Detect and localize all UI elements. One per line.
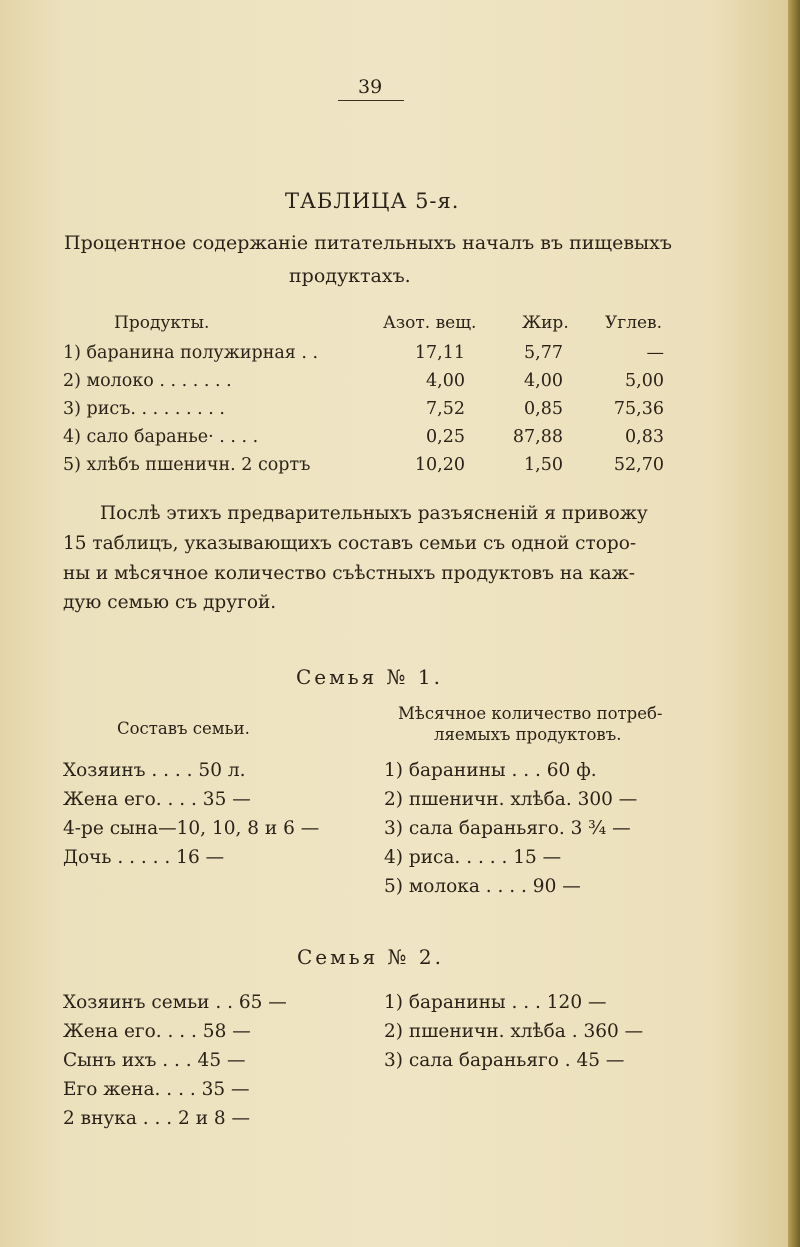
family-2-product-2: 2) пшеничн. хлѣба . 360 —: [384, 1021, 644, 1042]
header-products: Продукты.: [114, 313, 210, 333]
row-1-fat: 5,77: [524, 343, 563, 363]
family-1-product-4: 4) риса. . . . . 15 —: [384, 847, 562, 868]
family-2-member-5: 2 внука . . . 2 и 8 —: [63, 1108, 251, 1129]
table-subtitle-line-1: Процентное содержаніе питательныхъ началъ въ пищевыхъ: [64, 232, 672, 254]
row-3-nitrogen: 7,52: [426, 399, 465, 419]
header-fat: Жир.: [522, 313, 569, 333]
family-1-product-5: 5) молока . . . . 90 —: [384, 876, 581, 897]
family-2-title: Семья № 2.: [297, 945, 444, 969]
row-1-carbs: —: [646, 343, 664, 363]
row-5-nitrogen: 10,20: [414, 455, 465, 475]
row-1-nitrogen: 17,11: [414, 343, 465, 363]
page-number: 39: [358, 76, 383, 98]
family-1-consumption-header-line-2: ляемыхъ продуктовъ.: [434, 725, 622, 744]
row-2-nitrogen: 4,00: [426, 371, 465, 391]
family-2-product-1: 1) баранины . . . 120 —: [384, 992, 607, 1013]
row-2-product: 2) молоко . . . . . . .: [63, 371, 232, 391]
row-4-fat: 87,88: [512, 427, 563, 447]
family-2-member-4: Его жена. . . . 35 —: [63, 1079, 250, 1100]
family-2-product-3: 3) сала бараньяго . 45 —: [384, 1050, 625, 1071]
row-1-product: 1) баранина полужирная . .: [63, 343, 319, 363]
header-carbs: Углев.: [605, 313, 663, 333]
family-1-member-4: Дочь . . . . . 16 —: [63, 847, 225, 868]
page-number-rule: [338, 100, 404, 101]
paragraph-line-3: ны и мѣсячное количество съѣстныхъ продуктовъ на каж-: [63, 563, 635, 584]
header-nitrogen: Азот. вещ.: [383, 313, 477, 333]
row-3-carbs: 75,36: [613, 399, 664, 419]
family-2-member-1: Хозяинъ семьи . . 65 —: [63, 992, 287, 1013]
family-1-member-3: 4-ре сына—10, 10, 8 и 6 —: [63, 818, 320, 839]
page-edge: [788, 0, 800, 1247]
row-2-fat: 4,00: [524, 371, 563, 391]
row-2-carbs: 5,00: [625, 371, 664, 391]
family-1-composition-header: Составъ семьи.: [117, 719, 250, 738]
row-3-product: 3) рисъ. . . . . . . . .: [63, 399, 225, 419]
row-4-nitrogen: 0,25: [426, 427, 465, 447]
family-1-member-1: Хозяинъ . . . . 50 л.: [63, 760, 246, 781]
family-1-product-2: 2) пшеничн. хлѣба. 300 —: [384, 789, 638, 810]
paragraph-line-1: Послѣ этихъ предварительныхъ разъясненій я привожу: [100, 503, 648, 524]
family-1-member-2: Жена его. . . . 35 —: [63, 789, 251, 810]
row-5-fat: 1,50: [524, 455, 563, 475]
family-1-title: Семья № 1.: [296, 665, 443, 689]
family-2-member-3: Сынъ ихъ . . . 45 —: [63, 1050, 246, 1071]
family-1-product-3: 3) сала бараньяго. 3 ¾ —: [384, 818, 631, 839]
row-4-product: 4) сало баранье· . . . .: [63, 427, 259, 447]
row-5-carbs: 52,70: [613, 455, 664, 475]
family-1-product-1: 1) баранины . . . 60 ф.: [384, 760, 597, 781]
paragraph-line-2: 15 таблицъ, указывающихъ составъ семьи съ одной сторо-: [63, 533, 637, 554]
table-title: ТАБЛИЦА 5-я.: [285, 189, 460, 213]
table-subtitle-line-2: продуктахъ.: [289, 265, 411, 287]
family-2-member-2: Жена его. . . . 58 —: [63, 1021, 251, 1042]
row-4-carbs: 0,83: [625, 427, 664, 447]
family-1-consumption-header-line-1: Мѣсячное количество потреб-: [398, 704, 663, 723]
paragraph-line-4: дую семью съ другой.: [63, 592, 277, 613]
row-5-product: 5) хлѣбъ пшеничн. 2 сортъ: [63, 455, 311, 475]
row-3-fat: 0,85: [524, 399, 563, 419]
